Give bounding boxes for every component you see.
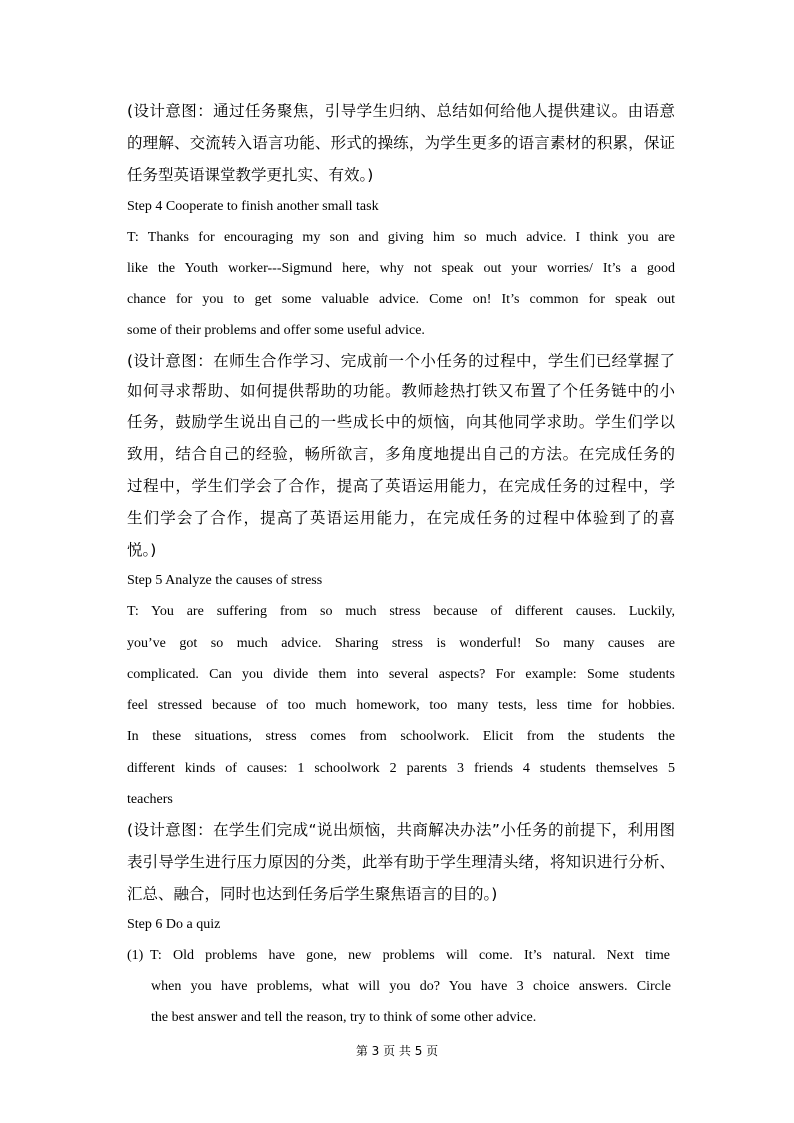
design-note-2-line-4: 致用，结合自己的经验，畅所欲言，多角度地提出自己的方法。在完成任务的	[127, 445, 675, 463]
step-4-heading: Step 4 Cooperate to finish another small task	[127, 199, 379, 214]
step-4-line-4: some of their problems and offer some useful advice.	[127, 323, 425, 338]
design-note-2-line-2: 如何寻求帮助、如何提供帮助的功能。教师趁热打铁又布置了个任务链中的小	[127, 382, 675, 400]
step-5-line-6: different kinds of causes: 1 schoolwork 2 parents 3 friends 4 students themselves 5	[127, 761, 675, 776]
design-note-2-line-1: (设计意图：在师生合作学习、完成前一个小任务的过程中，学生们已经掌握了	[127, 352, 675, 370]
design-note-1-line-1: (设计意图：通过任务聚焦，引导学生归纳、总结如何给他人提供建议。由语意	[127, 102, 675, 120]
step-4-line-2: like the Youth worker---Sigmund here, why not speak out your worries/ It’s a good	[127, 261, 675, 276]
step-4-line-1: T: Thanks for encouraging my son and giving him so much advice. I think you are	[127, 230, 675, 245]
design-note-2-line-3: 任务，鼓励学生说出自己的一些成长中的烦恼，向其他同学求助。学生们学以	[127, 413, 675, 431]
quiz-line-1: T: Old problems have gone, new problems will come. It’s natural. Next time	[150, 948, 670, 963]
design-note-1-line-3: 任务型英语课堂教学更扎实、有效。)	[127, 166, 374, 184]
step-5-line-4: feel stressed because of too much homework, too many tests, less time for hobbies.	[127, 698, 675, 713]
step-4-line-3: chance for you to get some valuable advice. Come on! It’s common for speak out	[127, 292, 675, 307]
design-note-1-line-2: 的理解、交流转入语言功能、形式的操练，为学生更多的语言素材的积累，保证	[127, 134, 675, 152]
step-5-line-2: you’ve got so much advice. Sharing stress is wonderful! So many causes are	[127, 636, 675, 651]
page-footer: 第 3 页 共 5 页	[355, 1044, 439, 1058]
quiz-line-3: the best answer and tell the reason, try to think of some other advice.	[151, 1010, 537, 1025]
design-note-3-line-2: 表引导学生进行压力原因的分类，此举有助于学生理清头绪，将知识进行分析、	[127, 853, 675, 871]
design-note-2-line-7: 悦。)	[127, 541, 157, 559]
step-5-line-7: teachers	[127, 792, 173, 807]
quiz-item-number: (1)	[127, 948, 144, 963]
design-note-3-line-3: 汇总、融合，同时也达到任务后学生聚焦语言的目的。)	[127, 885, 498, 903]
quiz-line-2: when you have problems, what will you do? You have 3 choice answers. Circle	[151, 979, 671, 994]
step-5-heading: Step 5 Analyze the causes of stress	[127, 573, 323, 588]
design-note-3-line-1: (设计意图：在学生们完成“说出烦恼，共商解决办法”小任务的前提下，利用图	[127, 821, 675, 839]
step-5-line-3: complicated. Can you divide them into several aspects? For example: Some students	[127, 667, 675, 682]
design-note-2-line-6: 生们学会了合作，提高了英语运用能力，在完成任务的过程中体验到了的喜	[127, 509, 675, 527]
design-note-2-line-5: 过程中，学生们学会了合作，提高了英语运用能力，在完成任务的过程中，学	[127, 477, 675, 495]
step-6-heading: Step 6 Do a quiz	[127, 917, 221, 932]
step-5-line-1: T: You are suffering from so much stress because of different causes. Luckily,	[127, 604, 675, 619]
step-5-line-5: In these situations, stress comes from schoolwork. Elicit from the students the	[127, 729, 675, 744]
